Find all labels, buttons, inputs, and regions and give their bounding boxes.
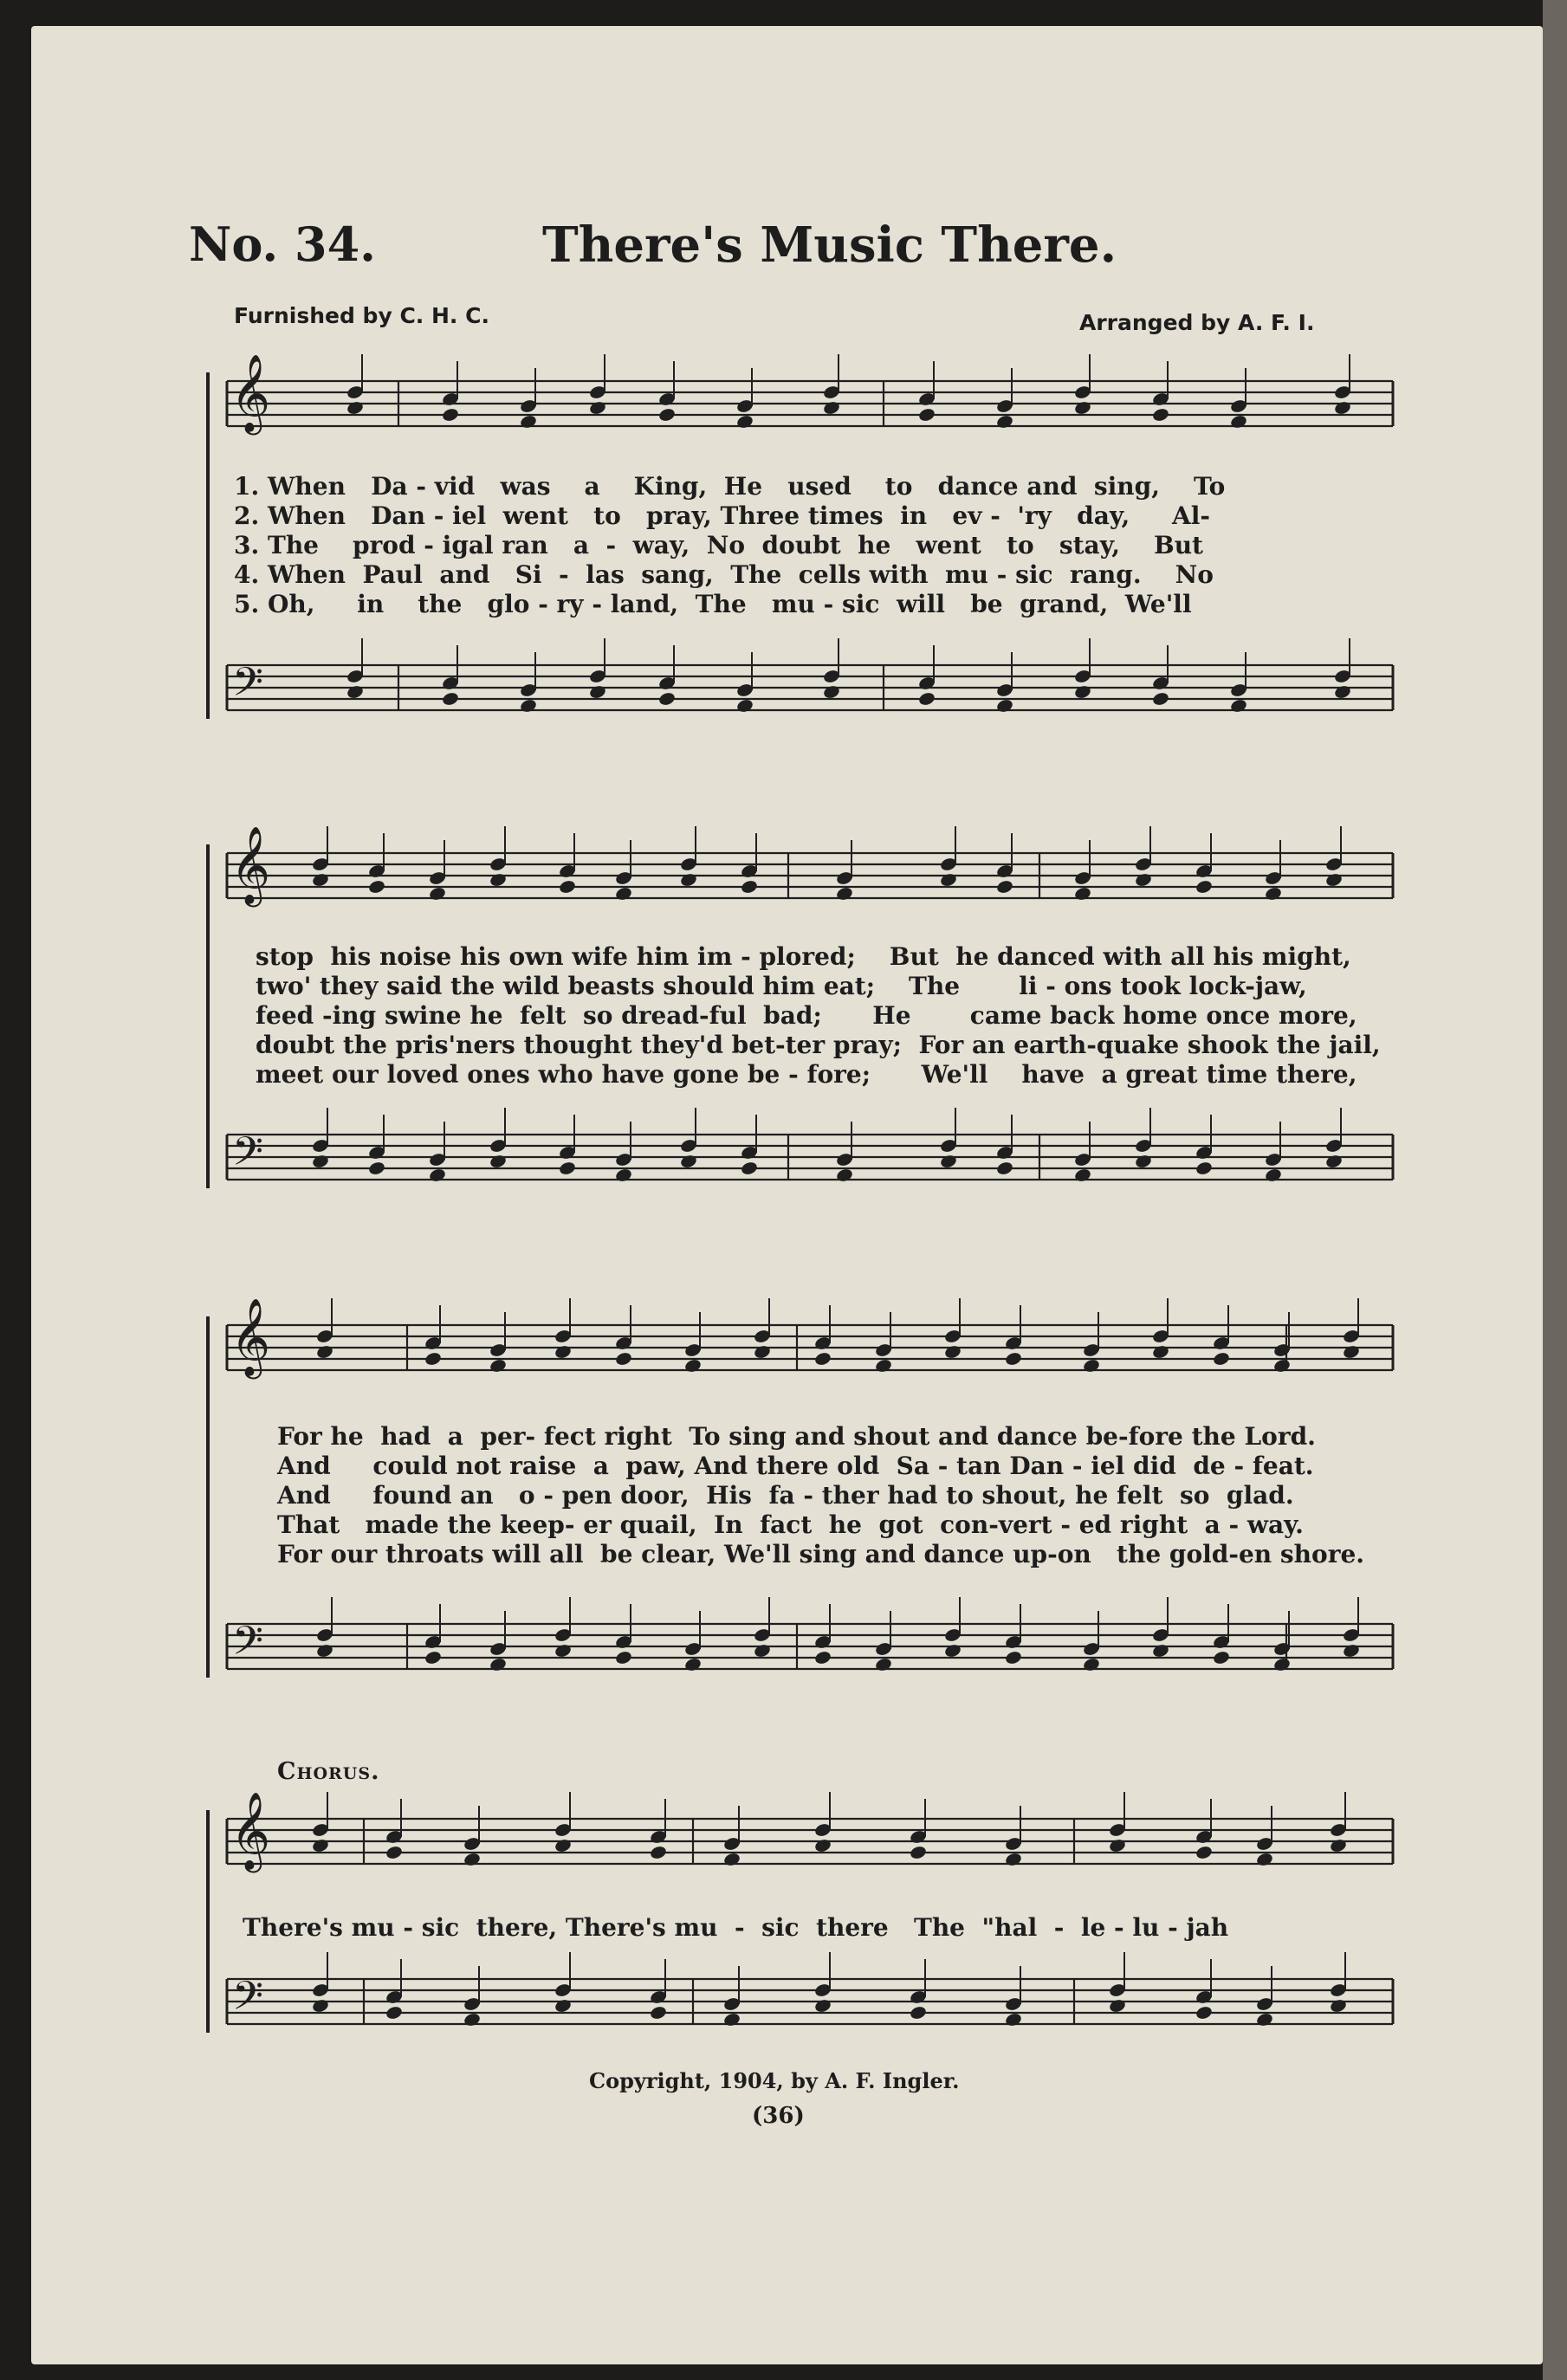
system-2-treble-notehead [995,879,1013,895]
system-3-bass-notehead [683,1657,702,1672]
system-3-treble-notehead [489,1358,507,1374]
system-2-bass-notehead [558,1161,576,1176]
system-4-bass-notehead [554,1998,572,2014]
system-1-treble-notehead [519,414,537,430]
system-3-treble-notehead [424,1351,442,1367]
system-3-bass-notehead [424,1650,442,1665]
system-3-bass-notehead [1342,1643,1360,1659]
system-3-treble-notehead [1004,1351,1022,1367]
arranged-credit: Arranged by A. F. I. [1079,310,1315,335]
system-3-treble-notehead [315,1344,333,1360]
lyrics-system-1 [234,472,1225,619]
system-4-treble-notehead [1195,1845,1213,1860]
system-1-bass-notehead [441,691,459,707]
system-2-bass-notehead [1195,1161,1213,1176]
system-3-bass-notehead [554,1643,572,1659]
lyric-line: meet our loved ones who have gone be - fore; We'll have a great time there, [256,1060,1357,1089]
system-2-treble-notehead [614,886,632,902]
system-4-treble-notehead [1329,1838,1347,1853]
system-4-bass-notehead [813,1998,832,2014]
system-1-bass-notehead [588,684,606,700]
system-4-bass-notehead [311,1998,329,2014]
lyric-line: 4. When Paul and Si - las sang, The cells with mu - sic rang. No [234,560,1214,589]
system-3-treble-notehead [874,1358,892,1374]
system-3-bass-notehead [1082,1657,1100,1672]
system-4-bass-notehead [1004,2012,1022,2028]
system-2-treble-notehead [1073,886,1091,902]
system-4-treble-notehead [385,1845,403,1860]
system-1-bass-notehead [519,698,537,714]
system-2-treble-notehead [367,879,385,895]
system-2-bass-notehead [995,1161,1013,1176]
hymn-number: No. 34. [189,217,376,272]
system-1-treble-notehead [917,407,936,423]
system-1-treble-notehead [657,407,676,423]
page-number: (36) [752,2103,805,2129]
system-2-treble-notehead [679,872,697,888]
system-4-bass-notehead [1195,2005,1213,2021]
system-1-treble-notehead [995,414,1013,430]
system-1-bass-notehead [1333,684,1351,700]
copyright-notice: Copyright, 1904, by A. F. Ingler. [589,2068,960,2093]
furnished-credit: Furnished by C. H. C. [234,303,489,328]
system-3-treble-clef: 𝄞 [230,1298,271,1376]
system-4-treble-notehead [1255,1852,1273,1867]
system-2-treble-notehead [311,872,329,888]
system-3-bass-clef: 𝄢 [232,1618,264,1674]
system-3-bass-notehead [874,1657,892,1672]
lyric-line: For he had a per- fect right To sing and shout and dance be-fore the Lord. [277,1422,1316,1451]
system-3-bass-notehead [614,1650,632,1665]
system-4-bass-notehead [1108,1998,1126,2014]
system-2-bass-notehead [367,1161,385,1176]
system-3-bass-notehead [813,1650,832,1665]
system-3-bass-notehead [1272,1657,1291,1672]
system-2-treble-notehead [1134,872,1152,888]
system-3-bass-notehead [753,1643,771,1659]
system-1-treble-notehead [1151,407,1169,423]
system-4-treble-notehead [1108,1838,1126,1853]
system-4-bass-notehead [722,2012,741,2028]
system-2-bass-notehead [614,1167,632,1183]
lyric-line: two' they said the wild beasts should him eat; The li - ons took lock-jaw, [256,972,1307,1000]
system-1-bass-notehead [822,684,840,700]
system-2-bass-notehead [1134,1154,1152,1169]
system-2-treble-notehead [489,872,507,888]
system-2-bass-notehead [679,1154,697,1169]
system-1-bass-clef: 𝄢 [232,659,264,715]
system-3-bass-notehead [943,1643,962,1659]
system-1-bass-notehead [1073,684,1091,700]
system-3-treble-notehead [554,1344,572,1360]
lyrics-system-2 [256,942,1381,1090]
system-2-treble-notehead [1264,886,1282,902]
system-3-treble-notehead [1272,1358,1291,1374]
system-1-treble-notehead [1229,414,1247,430]
system-2-bass-notehead [311,1154,329,1169]
lyric-line: stop his noise his own wife him im - plored; But he danced with all his might, [256,942,1351,971]
lyric-line: 2. When Dan - iel went to pray, Three times in ev - 'ry day, Al- [234,501,1210,530]
system-3-bass-notehead [1212,1650,1230,1665]
system-3-treble-notehead [1212,1351,1230,1367]
lyric-line: For our throats will all be clear, We'll sing and dance up-on the gold-en shore. [277,1540,1365,1568]
system-4-treble-notehead [649,1845,667,1860]
lyric-line: doubt the pris'ners thought they'd bet-ter pray; For an earth-quake shook the jail, [256,1031,1381,1059]
system-4-bass-notehead [385,2005,403,2021]
system-1-treble-notehead [346,400,364,416]
system-3-bass-notehead [315,1643,333,1659]
system-4-treble-notehead [813,1838,832,1853]
system-4-bass-clef: 𝄢 [232,1973,264,2029]
system-2-bass-notehead [835,1167,853,1183]
system-1-bass-notehead [995,698,1013,714]
system-1-bass-notehead [346,684,364,700]
system-2-bass-notehead [489,1154,507,1169]
system-2-treble-notehead [835,886,853,902]
system-2-treble-notehead [939,872,957,888]
lyric-line: 1. When Da - vid was a King, He used to dance and sing, To [234,472,1226,501]
system-4-bass-notehead [1329,1998,1347,2014]
lyric-line: And found an o - pen door, His fa - ther had to shout, he felt so glad. [277,1481,1294,1510]
system-2-bass-notehead [939,1154,957,1169]
system-2-treble-notehead [1195,879,1213,895]
system-1-bass-notehead [1151,691,1169,707]
system-1-bass-notehead [657,691,676,707]
system-4-treble-notehead [311,1838,329,1853]
system-3-treble-notehead [614,1351,632,1367]
system-2-treble-notehead [740,879,758,895]
lyric-line: 3. The prod - igal ran a - way, No doubt he went to stay, But [234,531,1203,559]
system-3-bass-notehead [1151,1643,1169,1659]
system-3-treble-notehead [943,1344,962,1360]
chorus-heading: Chorus. [277,1758,380,1785]
lyric-line: 5. Oh, in the glo - ry - land, The mu - sic will be grand, We'll [234,590,1192,618]
lyric-line: That made the keep- er quail, In fact he got con-vert - ed right a - way. [277,1510,1304,1539]
system-1-bass-notehead [1229,698,1247,714]
lyric-line: There's mu - sic there, There's mu - sic there The "hal - le - lu - jah [243,1913,1229,1942]
system-2-bass-notehead [1264,1167,1282,1183]
hymn-title: There's Music There. [542,217,1117,274]
system-3-bass-notehead [1004,1650,1022,1665]
system-3-treble-notehead [1082,1358,1100,1374]
system-4-treble-notehead [909,1845,927,1860]
system-3-treble-notehead [683,1358,702,1374]
system-2-bass-notehead [1073,1167,1091,1183]
system-1-treble-notehead [1073,400,1091,416]
system-3-treble-notehead [1151,1344,1169,1360]
system-3-bass-notehead [489,1657,507,1672]
system-1-treble-clef: 𝄞 [230,354,271,432]
lyric-line: And could not raise a paw, And there old Sa - tan Dan - iel did de - feat. [277,1452,1314,1480]
system-4-bass-notehead [649,2005,667,2021]
system-4-bass-notehead [1255,2012,1273,2028]
system-1-treble-notehead [735,414,754,430]
system-4-treble-clef: 𝄞 [230,1792,271,1870]
system-2-treble-notehead [428,886,446,902]
system-4-treble-notehead [722,1852,741,1867]
system-2-treble-clef: 𝄞 [230,826,271,904]
system-1-bass-notehead [735,698,754,714]
system-4-treble-notehead [1004,1852,1022,1867]
lyric-line: feed -ing swine he felt so dread-ful bad; He came back home once more, [256,1001,1357,1030]
system-1-treble-notehead [1333,400,1351,416]
system-1-bass-notehead [917,691,936,707]
system-2-bass-notehead [1324,1154,1343,1169]
system-3-treble-notehead [753,1344,771,1360]
system-2-treble-notehead [558,879,576,895]
system-4-treble-notehead [554,1838,572,1853]
system-1-treble-notehead [588,400,606,416]
system-2-treble-notehead [1324,872,1343,888]
system-2-bass-notehead [740,1161,758,1176]
system-3-treble-notehead [813,1351,832,1367]
system-3-treble-notehead [1342,1344,1360,1360]
system-4-treble-notehead [463,1852,481,1867]
system-2-bass-notehead [428,1167,446,1183]
system-2-bass-clef: 𝄢 [232,1129,264,1185]
lyrics-system-3 [277,1422,1364,1569]
system-1-treble-notehead [441,407,459,423]
lyrics-chorus [243,1913,1228,1943]
system-4-bass-notehead [909,2005,927,2021]
system-4-bass-notehead [463,2012,481,2028]
system-1-treble-notehead [822,400,840,416]
